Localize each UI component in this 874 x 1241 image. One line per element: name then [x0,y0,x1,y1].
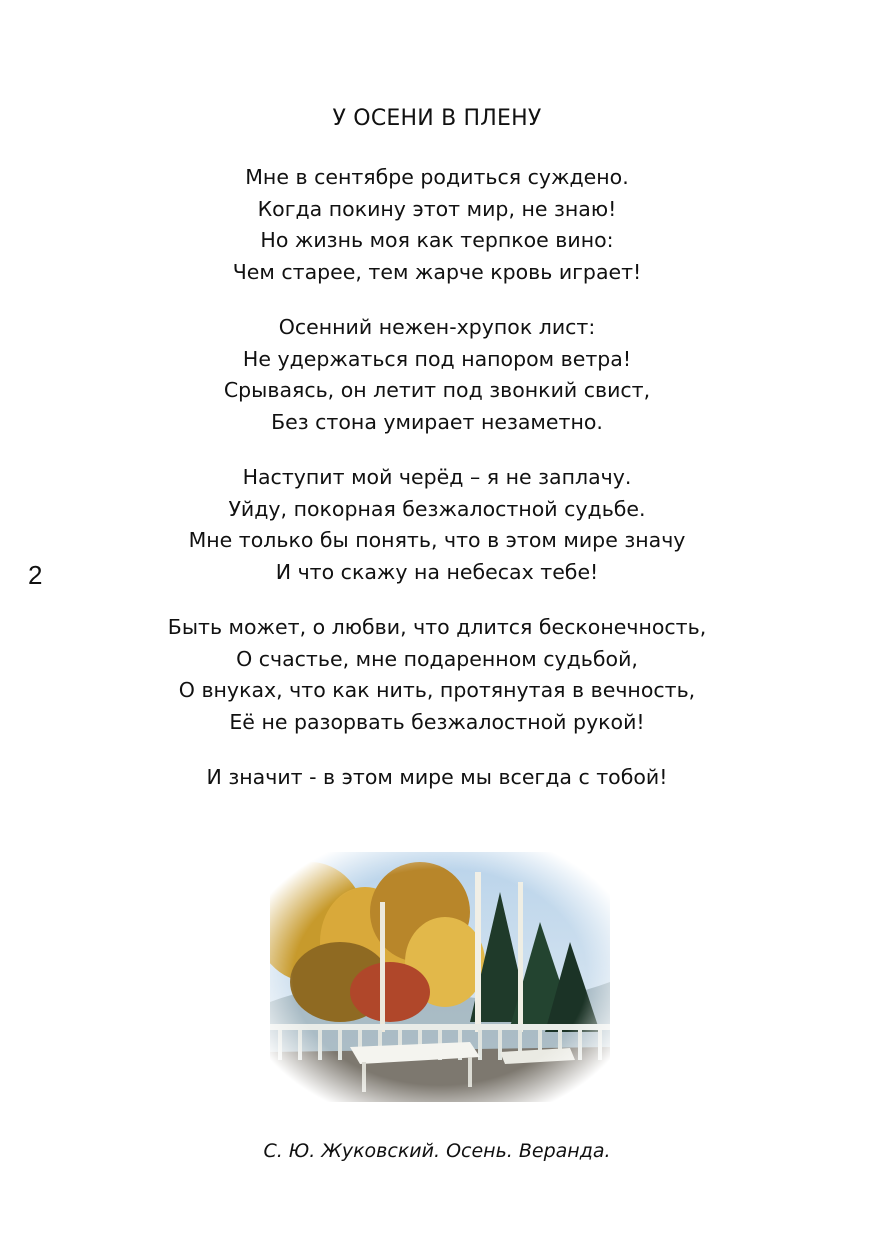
stanza [0,612,874,738]
poem-body [0,162,874,818]
stanza [0,762,874,794]
poem-line: Срываясь, он летит под звонкий свист, [223,378,651,402]
poem-line: Не удержаться под напором ветра! [242,346,632,371]
poem-title: У ОСЕНИ В ПЛЕНУ [332,106,542,131]
poem-line: Мне только бы понять, что в этом мире значу [188,528,686,552]
poem-line: Когда покину этот мир, не знаю! [257,196,617,221]
poem-line: Чем старее, тем жарче кровь играет! [232,259,642,284]
poem-line: Мне в сентябре родиться суждено. [245,165,629,189]
painting-caption: С. Ю. Жуковский. Осень. Веранда. [263,1140,611,1162]
stanza [0,162,874,288]
poem-line: Наступит мой черёд – я не заплачу. [242,465,632,489]
poem-line: Без стона умирает незаметно. [271,409,603,434]
poem-line: Но жизнь моя как терпкое вино: [260,228,614,252]
poem-line: И значит - в этом мире мы всегда с тобой! [206,765,668,789]
poem-line: О внуках, что как нить, протянутая в вечность, [178,678,696,702]
page-number: 2 [28,560,43,590]
poem-line: Быть может, о любви, что длится бесконечность, [167,615,707,639]
stanza [0,312,874,438]
poem-line: И что скажу на небесах тебе! [275,559,599,584]
painting-image [270,852,610,1102]
poem-line: О счастье, мне подаренном судьбой, [236,646,638,671]
poem-line: Уйду, покорная безжалостной судьбе. [228,496,646,521]
poem-line: Осенний нежен-хрупок лист: [278,315,596,339]
poem-line: Её не разорвать безжалостной рукой! [229,709,645,734]
stanza [0,462,874,588]
